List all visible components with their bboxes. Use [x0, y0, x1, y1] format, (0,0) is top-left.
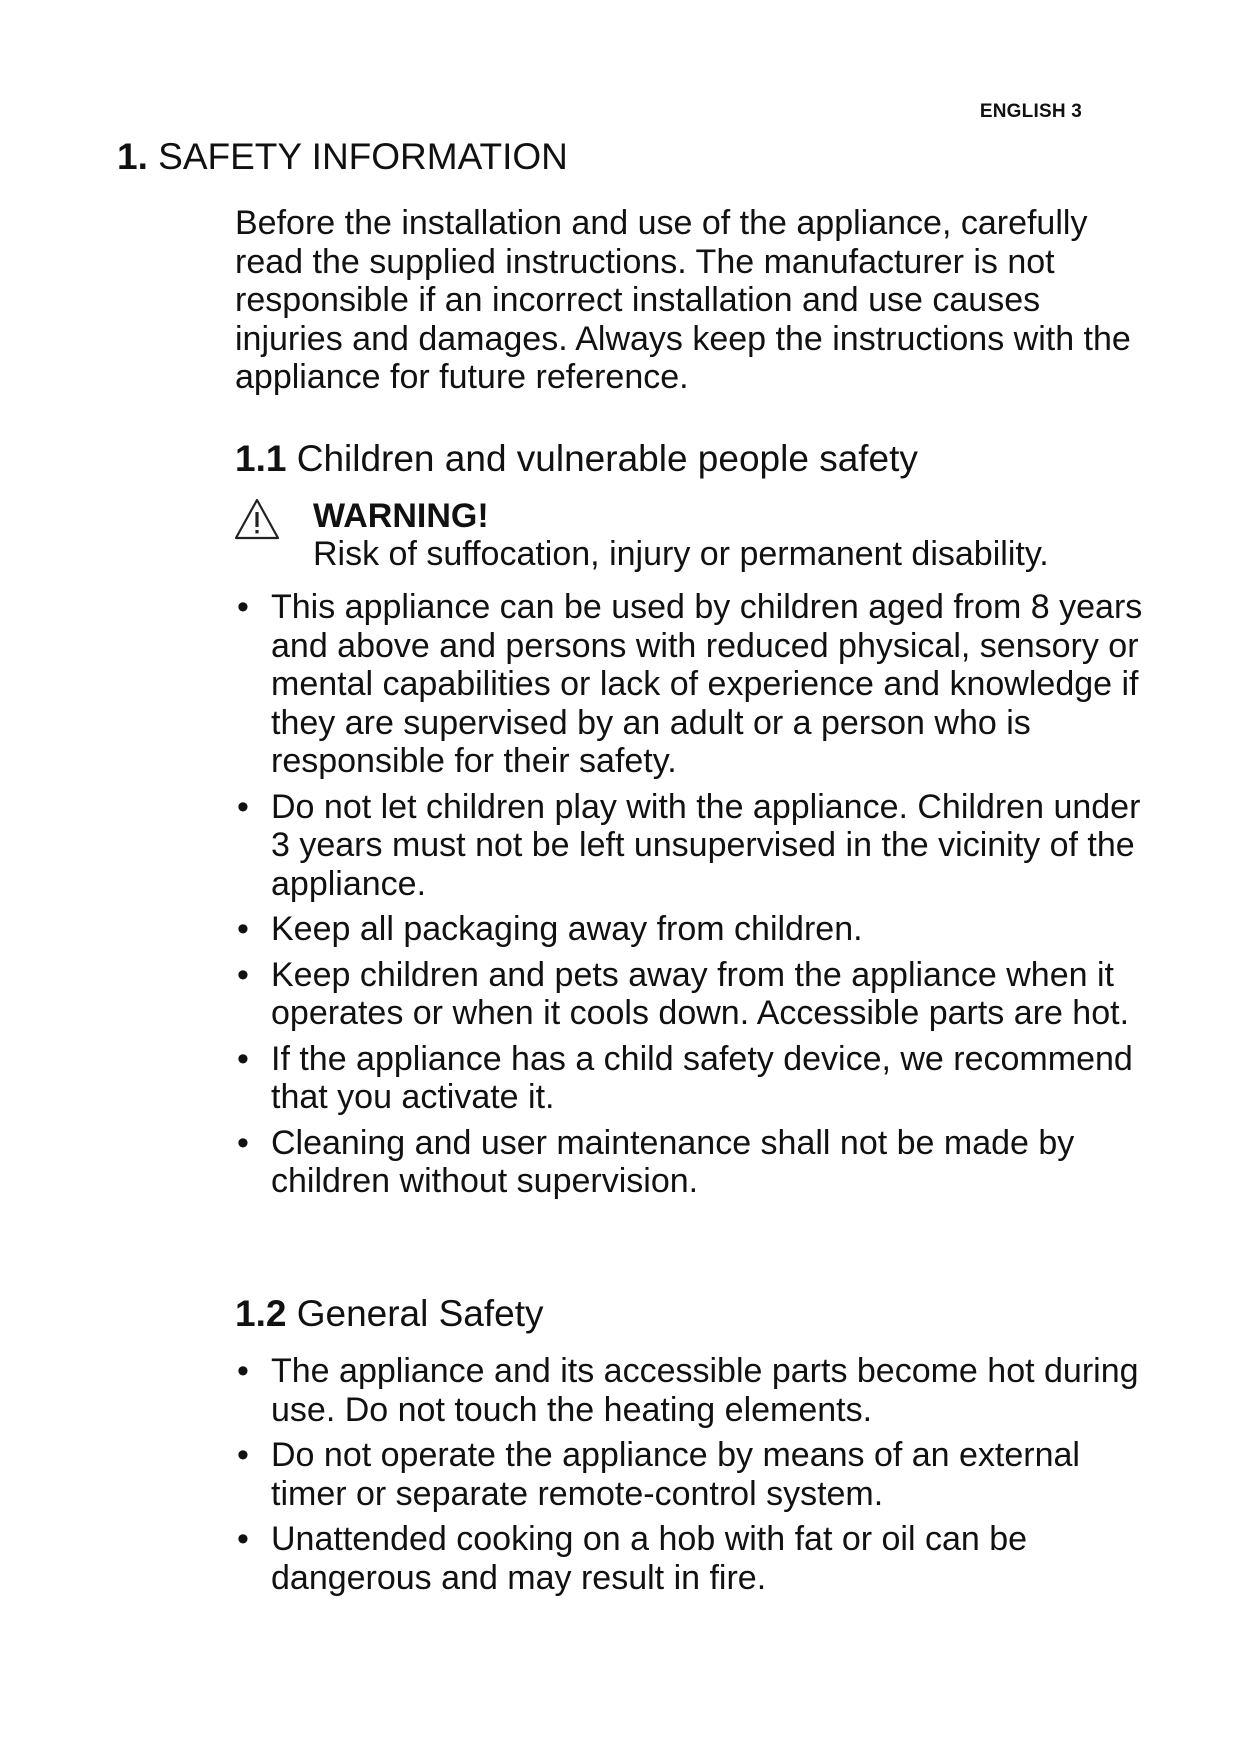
list-item — [235, 910, 1155, 949]
list-item-text: This appliance can be used by children aged from 8 years and above and persons with reduced physical, sensory or mental capabilities or lack of experience and knowledge if they are supervised by an adult or a person who is responsible for their safety. — [271, 588, 1143, 780]
chapter-title-text: SAFETY INFORMATION — [158, 136, 568, 177]
list-item-text: Unattended cooking on a hob with fat or oil can be dangerous and may result in fire. — [271, 1520, 1028, 1597]
bullet-icon: • — [237, 1520, 249, 1558]
bullet-icon: • — [237, 787, 249, 826]
intro-paragraph: Before the installation and use of the appliance, carefully read the supplied instructions. The manufacturer is not responsible if an incorrect installation and use causes injuries and damages. Always keep the instructions with the appliance for future reference. — [235, 204, 1131, 396]
bullet-icon: • — [237, 588, 249, 626]
warning-triangle-icon — [233, 497, 281, 541]
bullet-icon: • — [237, 1039, 249, 1078]
list-item-text: Keep all packaging away from children. — [271, 910, 863, 948]
warning-box — [313, 497, 1049, 573]
list-item — [235, 1436, 1155, 1513]
list-item-text: The appliance and its accessible parts become hot during use. Do not touch the heating elements. — [271, 1352, 1139, 1429]
bullet-icon: • — [237, 1436, 249, 1474]
chapter-title — [117, 136, 568, 178]
section-1-1-title — [235, 438, 918, 480]
section-1-2-number: 1.2 — [235, 1293, 287, 1334]
list-item-text: If the appliance has a child safety device, we recommend that you activate it. — [271, 1039, 1133, 1116]
list-item-text: Do not let children play with the appliance. Children under 3 years must not be left unsupervised in the vicinity of the appliance. — [271, 787, 1141, 903]
bullet-icon: • — [237, 955, 249, 994]
bullet-icon: • — [237, 1123, 249, 1162]
chapter-number: 1. — [117, 136, 148, 177]
list-item — [235, 1352, 1155, 1429]
section-1-1-number: 1.1 — [235, 438, 287, 479]
warning-title: WARNING! — [313, 497, 489, 535]
list-item — [235, 1040, 1155, 1117]
section-1-2-list — [235, 1352, 1155, 1604]
list-item-text: Do not operate the appliance by means of an external timer or separate remote-control system. — [271, 1436, 1080, 1513]
section-1-2-title-text: General Safety — [296, 1293, 544, 1334]
page-label: ENGLISH 3 — [979, 101, 1082, 122]
section-1-2-title — [235, 1293, 544, 1335]
warning-text: Risk of suffocation, injury or permanent disability. — [313, 535, 1049, 573]
list-item — [235, 588, 1155, 781]
list-item — [235, 788, 1155, 904]
list-item — [235, 1520, 1155, 1597]
section-1-1-title-text: Children and vulnerable people safety — [296, 438, 918, 479]
list-item — [235, 1124, 1155, 1201]
section-1-1-list — [235, 588, 1155, 1208]
list-item — [235, 956, 1155, 1033]
list-item-text: Keep children and pets away from the appliance when it operates or when it cools down. Accessible parts are hot. — [271, 955, 1130, 1032]
bullet-icon: • — [237, 910, 249, 948]
list-item-text: Cleaning and user maintenance shall not be made by children without supervision. — [271, 1123, 1075, 1200]
bullet-icon: • — [237, 1352, 249, 1390]
